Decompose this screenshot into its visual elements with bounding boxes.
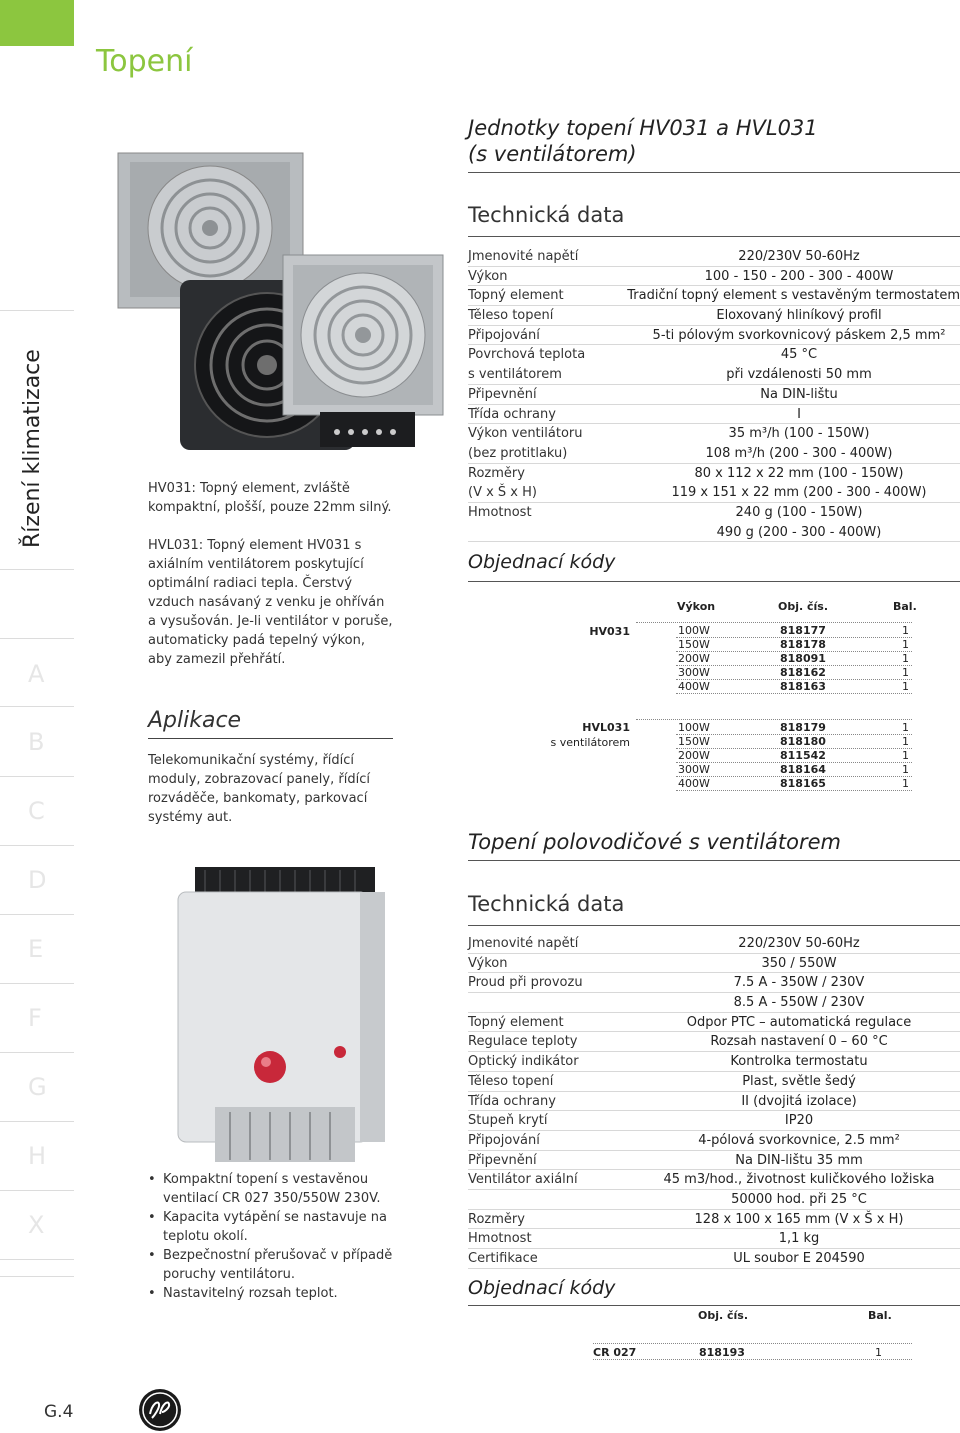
order-cell-power: 400W bbox=[678, 777, 710, 790]
spec-value: při vzdálenosti 50 mm bbox=[726, 367, 872, 383]
index-divider bbox=[0, 1052, 74, 1053]
order-row bbox=[676, 763, 912, 777]
spec-row bbox=[468, 326, 960, 346]
spec-row bbox=[468, 345, 960, 365]
order-cell-power: 300W bbox=[678, 763, 710, 776]
order-header-power: Výkon bbox=[677, 600, 716, 613]
spec-value: 108 m³/h (200 - 300 - 400W) bbox=[705, 445, 893, 461]
feature-item: • Nastavitelný rozsah teplot. bbox=[148, 1284, 398, 1303]
section2-tech-rule bbox=[468, 925, 960, 926]
spec-row bbox=[468, 1072, 960, 1092]
order-row bbox=[676, 652, 912, 666]
spec-label: s ventilátorem bbox=[468, 367, 562, 383]
spec-row bbox=[468, 306, 960, 326]
index-divider bbox=[0, 914, 74, 915]
order-divider bbox=[636, 622, 912, 623]
spec-label: (V x Š x H) bbox=[468, 485, 537, 501]
section1-title-line1: Jednotky topení HV031 a HVL031 bbox=[468, 116, 818, 140]
index-divider bbox=[0, 845, 74, 846]
section1-title bbox=[468, 115, 818, 167]
index-letter[interactable]: X bbox=[28, 1211, 45, 1239]
spec-row bbox=[468, 444, 960, 464]
feature-item: • Kompaktní topení s vestavěnou ventilací CR 027 350/550W 230V. bbox=[148, 1170, 398, 1208]
spec-row bbox=[468, 503, 960, 523]
spec-label: (bez protitlaku) bbox=[468, 445, 568, 461]
spec-row bbox=[468, 405, 960, 425]
order-group-hv031 bbox=[520, 624, 630, 639]
order-cell-power: 400W bbox=[678, 680, 710, 693]
order-cell-code: 818091 bbox=[780, 652, 826, 665]
index-letter[interactable]: A bbox=[28, 660, 45, 688]
order-cell-code: 818162 bbox=[780, 666, 826, 679]
section2-tech-title: Technická data bbox=[468, 892, 625, 916]
order-row bbox=[676, 638, 912, 652]
spec-label: Připevnění bbox=[468, 1152, 537, 1168]
order-cell-code: 818177 bbox=[780, 624, 826, 637]
spec-value: Eloxovaný hliníkový profil bbox=[716, 308, 882, 324]
order-divider bbox=[636, 719, 912, 720]
spec-row bbox=[468, 1249, 960, 1269]
section1-tech-rule bbox=[468, 236, 960, 237]
spec-value: I bbox=[797, 406, 801, 422]
feature-list bbox=[148, 1170, 398, 1303]
order-row-cr027 bbox=[593, 1346, 912, 1360]
spec-label: Certifikace bbox=[468, 1251, 538, 1266]
order-cell-code: 818180 bbox=[780, 735, 826, 748]
order-group-label: HVL031 bbox=[582, 721, 630, 734]
section2-title: Topení polovodičové s ventilátorem bbox=[468, 830, 842, 854]
spec-row bbox=[468, 385, 960, 405]
order-cell-power: 200W bbox=[678, 749, 710, 762]
order-row bbox=[676, 680, 912, 694]
spec-label: Výkon bbox=[468, 268, 508, 284]
spec-row bbox=[468, 1210, 960, 1230]
spec-row bbox=[468, 1013, 960, 1033]
order-group-sublabel: s ventilátorem bbox=[550, 736, 630, 749]
order-header-code: Obj. čís. bbox=[778, 600, 829, 613]
spec-row bbox=[468, 1229, 960, 1249]
spec-row bbox=[468, 464, 960, 484]
order-row bbox=[676, 624, 912, 638]
order-cell-code: 811542 bbox=[780, 749, 826, 762]
applications-rule bbox=[148, 738, 393, 739]
order-cell-code: 818178 bbox=[780, 638, 826, 651]
order-cell-pack: 1 bbox=[902, 721, 909, 734]
spec-label bbox=[468, 1190, 638, 1209]
spec-value: 128 x 100 x 165 mm (V x Š x H) bbox=[694, 1211, 904, 1227]
order-cell-power: 150W bbox=[678, 735, 710, 748]
spec-value: Kontrolka termostatu bbox=[730, 1054, 868, 1070]
index-divider bbox=[0, 1121, 74, 1122]
section1-spec-table bbox=[468, 247, 960, 542]
index-letter[interactable]: H bbox=[28, 1142, 47, 1170]
spec-row bbox=[468, 247, 960, 267]
spec-value: Plast, světle šedý bbox=[742, 1073, 856, 1089]
vertical-section-title: Řízení klimatizace bbox=[20, 349, 45, 548]
spec-value: 220/230V 50-60Hz bbox=[738, 249, 860, 264]
spec-label bbox=[468, 523, 638, 542]
order-cell-pack: 1 bbox=[875, 1346, 882, 1359]
spec-value: Odpor PTC – automatická regulace bbox=[686, 1014, 912, 1030]
section1-tech-title: Technická data bbox=[468, 203, 625, 227]
order-row bbox=[676, 777, 912, 791]
index-letter[interactable]: F bbox=[28, 1004, 42, 1032]
spec-label: Proud při provozu bbox=[468, 975, 583, 991]
spec-value: 7.5 A - 350W / 230V bbox=[733, 975, 865, 991]
description-hvl031: HVL031: Topný element HV031 s axiálním ventilátorem poskytující optimální radiaci tepla. Čerstvý vzduch nasávaný z venku je ohříván a vysušován. Je-li ventilátor v poruše, automaticky padá tepelný výkon, aby zamezil přehřátí. bbox=[148, 538, 393, 667]
spec-label: Regulace teploty bbox=[468, 1034, 578, 1050]
order-row bbox=[676, 735, 912, 749]
spec-row bbox=[468, 424, 960, 444]
spec-value: 1,1 kg bbox=[778, 1231, 820, 1247]
spec-value: 45 °C bbox=[780, 347, 818, 363]
order-group-hvl031 bbox=[520, 720, 630, 750]
section2-rule bbox=[468, 860, 960, 861]
section2-order-rule bbox=[468, 1305, 960, 1306]
section1-order-rule bbox=[468, 581, 960, 582]
order-cell-code: 818165 bbox=[780, 777, 826, 790]
spec-value: 80 x 112 x 22 mm (100 - 150W) bbox=[694, 465, 904, 481]
section1-order-title: Objednací kódy bbox=[468, 551, 616, 573]
spec-value: Rozsah nastavení 0 – 60 °C bbox=[710, 1034, 888, 1050]
index-divider bbox=[0, 983, 74, 984]
order-cell-pack: 1 bbox=[902, 666, 909, 679]
applications-title: Aplikace bbox=[148, 708, 242, 733]
section1-title-line2: (s ventilátorem) bbox=[468, 142, 637, 166]
spec-value: 50000 hod. při 25 °C bbox=[731, 1191, 867, 1207]
order-cell-code: 818164 bbox=[780, 763, 826, 776]
spec-value: Na DIN-lištu bbox=[760, 386, 838, 402]
order-cell-pack: 1 bbox=[902, 638, 909, 651]
spec-value: 35 m³/h (100 - 150W) bbox=[728, 426, 870, 442]
spec-value: 4-pólová svorkovnice, 2.5 mm² bbox=[698, 1132, 900, 1148]
spec-label: Hmotnost bbox=[468, 504, 532, 520]
description-text bbox=[148, 479, 393, 688]
order-cell-pack: 1 bbox=[902, 624, 909, 637]
order-header-pack: Bal. bbox=[868, 1309, 892, 1322]
feature-item: • Bezpečnostní přerušovač v případě poruchy ventilátoru. bbox=[148, 1246, 398, 1284]
spec-value: Na DIN-lištu 35 mm bbox=[735, 1152, 863, 1168]
order-group-label: HV031 bbox=[589, 625, 630, 638]
index-divider bbox=[0, 638, 74, 639]
spec-row bbox=[468, 934, 960, 954]
spec-row bbox=[468, 1131, 960, 1151]
section2-order-title: Objednací kódy bbox=[468, 1277, 616, 1299]
spec-label: Optický indikátor bbox=[468, 1054, 579, 1070]
spec-value: II (dvojitá izolace) bbox=[741, 1093, 857, 1109]
index-divider bbox=[0, 310, 74, 311]
semiconductor-heater-image bbox=[170, 862, 395, 1172]
order-cell-code: 818193 bbox=[699, 1346, 745, 1359]
spec-label: Těleso topení bbox=[468, 1073, 554, 1089]
spec-label: Výkon ventilátoru bbox=[468, 426, 583, 442]
spec-value: 240 g (100 - 150W) bbox=[735, 504, 863, 520]
index-letter[interactable]: G bbox=[28, 1073, 47, 1101]
order-header-pack: Bal. bbox=[893, 600, 917, 613]
order-header-code: Obj. čís. bbox=[698, 1309, 749, 1322]
index-divider bbox=[0, 569, 74, 570]
description-hv031: HV031: Topný element, zvláště kompaktní, plošší, pouze 22mm silný. bbox=[148, 481, 392, 515]
spec-label: Třída ochrany bbox=[468, 1093, 556, 1109]
spec-label: Stupeň krytí bbox=[468, 1113, 548, 1129]
spec-value: UL soubor E 204590 bbox=[733, 1251, 865, 1266]
spec-row bbox=[468, 973, 960, 993]
spec-row bbox=[468, 1052, 960, 1072]
order-rows-hvl031 bbox=[676, 721, 912, 791]
spec-row bbox=[468, 954, 960, 974]
spec-label: Jmenovité napětí bbox=[468, 936, 579, 951]
spec-value: 5-ti pólovým svorkovnicový páskem 2,5 mm² bbox=[652, 327, 946, 343]
order-row bbox=[676, 666, 912, 680]
order-cell-power: 100W bbox=[678, 721, 710, 734]
spec-value: 350 / 550W bbox=[761, 955, 837, 971]
page-title: Topení bbox=[96, 44, 193, 79]
order-cell-label: CR 027 bbox=[593, 1346, 637, 1359]
spec-label bbox=[468, 993, 638, 1012]
order-cell-code: 818179 bbox=[780, 721, 826, 734]
spec-row bbox=[468, 286, 960, 306]
order-row bbox=[676, 749, 912, 763]
fan-heater-image bbox=[115, 150, 445, 460]
spec-label: Připojování bbox=[468, 327, 540, 343]
order-cell-pack: 1 bbox=[902, 652, 909, 665]
order-rows-hv031 bbox=[676, 624, 912, 694]
spec-label: Povrchová teplota bbox=[468, 347, 586, 363]
page-number: G.4 bbox=[44, 1402, 74, 1422]
section1-rule bbox=[468, 172, 960, 173]
order-row bbox=[676, 721, 912, 735]
spec-row bbox=[468, 1151, 960, 1171]
spec-label: Rozměry bbox=[468, 1211, 525, 1227]
spec-label: Jmenovité napětí bbox=[468, 249, 579, 264]
spec-value: 119 x 151 x 22 mm (200 - 300 - 400W) bbox=[671, 485, 927, 501]
spec-label: Těleso topení bbox=[468, 308, 554, 324]
spec-row bbox=[468, 1032, 960, 1052]
spec-row bbox=[468, 267, 960, 287]
index-divider bbox=[0, 1259, 74, 1260]
accent-block bbox=[0, 0, 74, 46]
feature-item: • Kapacita vytápění se nastavuje na teplotu okolí. bbox=[148, 1208, 398, 1246]
spec-label: Třída ochrany bbox=[468, 406, 556, 422]
spec-label: Hmotnost bbox=[468, 1231, 532, 1247]
spec-value: Tradiční topný element s vestavěným termostatem bbox=[627, 288, 960, 304]
spec-row bbox=[468, 1111, 960, 1131]
ge-logo-icon bbox=[138, 1388, 182, 1432]
spec-label: Rozměry bbox=[468, 465, 525, 481]
index-letter[interactable]: C bbox=[28, 797, 45, 825]
spec-value: 490 g (200 - 300 - 400W) bbox=[716, 524, 882, 540]
index-letter[interactable]: B bbox=[28, 728, 45, 756]
spec-row bbox=[468, 1092, 960, 1112]
spec-label: Připevnění bbox=[468, 386, 537, 402]
order-divider bbox=[593, 1343, 912, 1344]
index-divider bbox=[0, 706, 74, 707]
spec-row bbox=[468, 993, 960, 1013]
order-cell-pack: 1 bbox=[902, 749, 909, 762]
index-letter[interactable]: D bbox=[28, 866, 47, 894]
section2-spec-table bbox=[468, 934, 960, 1269]
spec-label: Topný element bbox=[468, 1014, 564, 1030]
index-divider bbox=[0, 776, 74, 777]
order-cell-power: 300W bbox=[678, 666, 710, 679]
order-cell-pack: 1 bbox=[902, 735, 909, 748]
index-divider bbox=[0, 1276, 74, 1277]
applications-text: Telekomunikační systémy, řídící moduly, zobrazovací panely, řídící rozváděče, bankomaty, parkovací systémy aut. bbox=[148, 753, 370, 825]
spec-label: Ventilátor axiální bbox=[468, 1172, 578, 1188]
spec-value: IP20 bbox=[784, 1113, 814, 1129]
spec-value: 220/230V 50-60Hz bbox=[738, 936, 860, 951]
spec-row bbox=[468, 1190, 960, 1210]
order-cell-code: 818163 bbox=[780, 680, 826, 693]
spec-value: 45 m3/hod., životnost kuličkového ložiska bbox=[663, 1172, 935, 1188]
index-letter[interactable]: E bbox=[28, 935, 44, 963]
spec-label: Připojování bbox=[468, 1132, 540, 1148]
order-cell-pack: 1 bbox=[902, 763, 909, 776]
index-divider bbox=[0, 1190, 74, 1191]
spec-value: 8.5 A - 550W / 230V bbox=[733, 995, 865, 1011]
spec-value: 100 - 150 - 200 - 300 - 400W bbox=[704, 268, 894, 284]
spec-row bbox=[468, 1170, 960, 1190]
order-cell-power: 150W bbox=[678, 638, 710, 651]
spec-row bbox=[468, 483, 960, 503]
spec-label: Výkon bbox=[468, 955, 508, 971]
spec-label: Topný element bbox=[468, 288, 564, 304]
spec-row bbox=[468, 523, 960, 543]
order-cell-power: 100W bbox=[678, 624, 710, 637]
spec-row bbox=[468, 365, 960, 385]
order-cell-pack: 1 bbox=[902, 680, 909, 693]
order-cell-pack: 1 bbox=[902, 777, 909, 790]
order-cell-power: 200W bbox=[678, 652, 710, 665]
